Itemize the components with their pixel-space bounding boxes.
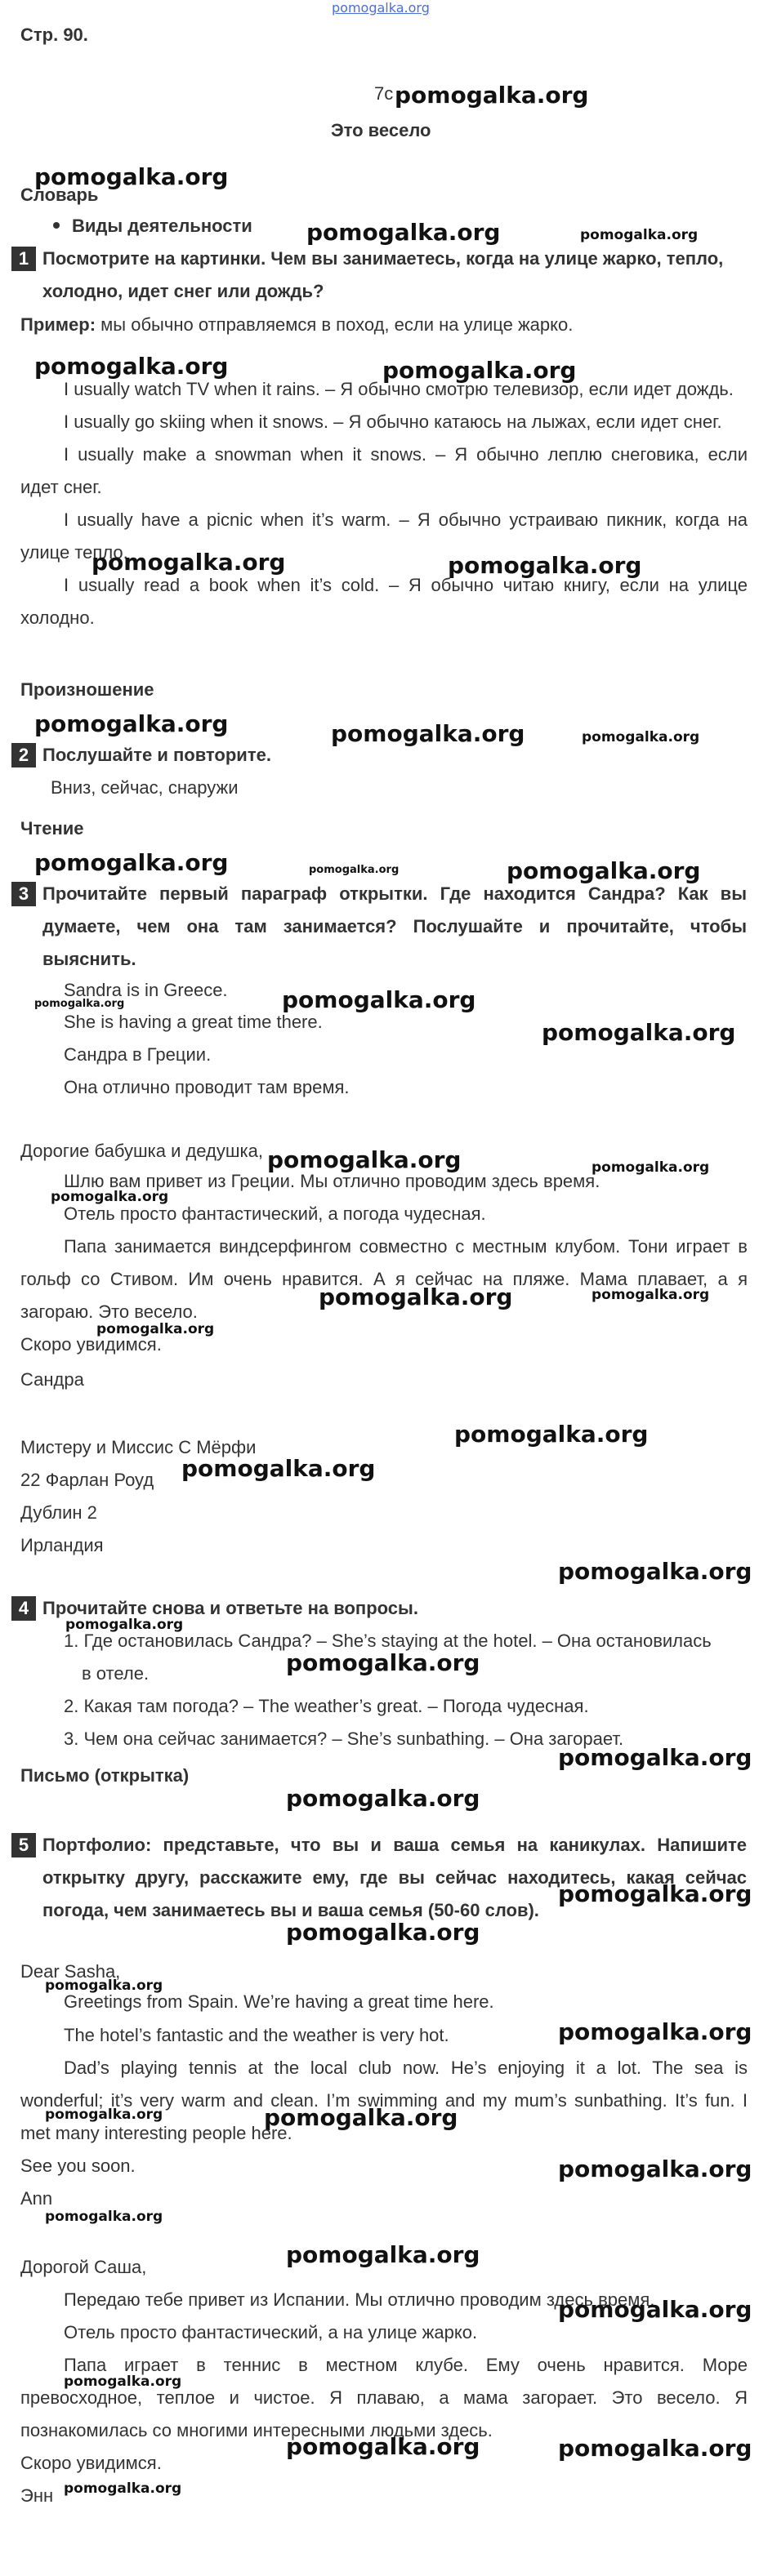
postcard-line: познакомилась со многими интересными людьми здесь. bbox=[20, 2420, 493, 2440]
watermark: pomogalka.org bbox=[507, 857, 701, 884]
watermark: pomogalka.org bbox=[592, 1287, 710, 1303]
address-line: Ирландия bbox=[20, 1535, 104, 1555]
postcard-greeting: Дорогой Саша, bbox=[20, 2257, 147, 2277]
exercise-task: выяснить. bbox=[42, 949, 136, 969]
watermark: pomogalka.org bbox=[558, 2296, 752, 2323]
watermark: pomogalka.org bbox=[34, 998, 125, 1010]
watermark: pomogalka.org bbox=[558, 2018, 752, 2045]
exercise-number: 3 bbox=[11, 882, 36, 906]
answer-line: 2. Какая там погода? – The weather’s great. – Погода чудесная. bbox=[64, 1696, 589, 1716]
answer-line: I usually have a picnic when it’s warm. – Я обычно устраиваю пикник, когда на bbox=[64, 509, 748, 530]
answer-line: улице тепло. bbox=[20, 542, 128, 563]
watermark: pomogalka.org bbox=[65, 1617, 184, 1633]
watermark: pomogalka.org bbox=[580, 227, 699, 243]
watermark: pomogalka.org bbox=[454, 1421, 649, 1448]
letter-line: загораю. Это весело. bbox=[20, 1301, 198, 1322]
watermark: pomogalka.org bbox=[558, 2435, 752, 2462]
watermark: pomogalka.org bbox=[286, 2241, 480, 2268]
watermark: pomogalka.org bbox=[267, 1146, 462, 1173]
answer-line: She is having a great time there. bbox=[64, 1012, 323, 1032]
exercise-number: 1 bbox=[11, 247, 36, 271]
section-heading-pronunciation: Произношение bbox=[20, 679, 154, 700]
watermark: pomogalka.org bbox=[181, 1455, 376, 1482]
letter-greeting: Дорогие бабушка и дедушка, bbox=[20, 1141, 263, 1161]
answer-line: I usually go skiing when it snows. – Я обычно катаюсь на лыжах, если идет снег. bbox=[64, 412, 722, 432]
postcard-line: Папа играет в теннис в местном клубе. Ему очень нравится. Море bbox=[64, 2355, 748, 2375]
answer-line: Sandra is in Greece. bbox=[64, 980, 228, 1000]
watermark: pomogalka.org bbox=[286, 2433, 480, 2460]
watermark: pomogalka.org bbox=[319, 1284, 513, 1310]
example-text: мы обычно отправляемся в поход, если на улице жарко. bbox=[96, 314, 574, 335]
address-line: Мистеру и Миссис С Мёрфи bbox=[20, 1437, 257, 1457]
exercise-task: Прочитайте снова и ответьте на вопросы. bbox=[42, 1598, 418, 1618]
exercise-task: Посмотрите на картинки. Чем вы занимаетесь, когда на улице жарко, тепло, bbox=[42, 248, 724, 269]
vocab-bullet-item: Виды деятельности bbox=[72, 216, 252, 236]
section-heading-reading: Чтение bbox=[20, 818, 84, 839]
watermark: pomogalka.org bbox=[51, 1189, 169, 1205]
word-list: Вниз, сейчас, снаружи bbox=[51, 777, 239, 798]
watermark: pomogalka.org bbox=[64, 2480, 182, 2497]
site-link[interactable]: pomogalka.org bbox=[332, 0, 430, 16]
watermark: pomogalka.org bbox=[558, 1880, 752, 1907]
postcard-line: превосходное, теплое и чистое. Я плаваю, а мама загорает. Это весело. Я bbox=[20, 2387, 748, 2408]
postcard-line: Dad’s playing tennis at the local club now. He’s enjoying it a lot. The sea is bbox=[64, 2058, 748, 2078]
watermark: pomogalka.org bbox=[96, 1321, 215, 1337]
watermark: pomogalka.org bbox=[45, 1978, 163, 1994]
watermark: pomogalka.org bbox=[558, 2156, 752, 2182]
watermark: pomogalka.org bbox=[282, 986, 476, 1013]
watermark: pomogalka.org bbox=[331, 720, 525, 747]
postcard-closing: Скоро увидимся. bbox=[20, 2453, 162, 2473]
watermark: pomogalka.org bbox=[558, 1558, 752, 1585]
page-number: Стр. 90. bbox=[20, 24, 88, 45]
exercise-task: холодно, идет снег или дождь? bbox=[42, 281, 324, 301]
letter-closing: Скоро увидимся. bbox=[20, 1334, 162, 1355]
answer-line: I usually make a snowman when it snows. – Я обычно леплю снеговика, если bbox=[64, 444, 748, 465]
postcard-line: Greetings from Spain. We’re having a great time here. bbox=[64, 1991, 494, 2012]
letter-line: Папа занимается виндсерфингом совместно с местным клубом. Тони играет в bbox=[64, 1236, 748, 1257]
letter-line: Отель просто фантастический, а погода чудесная. bbox=[64, 1203, 486, 1224]
exercise-task: Портфолио: представьте, что вы и ваша семья на каникулах. Напишите bbox=[42, 1835, 747, 1855]
watermark: pomogalka.org bbox=[306, 219, 501, 246]
postcard-signature: Ann bbox=[20, 2188, 53, 2209]
exercise-number: 2 bbox=[11, 743, 36, 767]
watermark: pomogalka.org bbox=[448, 552, 642, 579]
answer-line: в отеле. bbox=[82, 1663, 150, 1684]
exercise-task: думаете, чем она там занимается? Послушайте и прочитайте, чтобы bbox=[42, 916, 747, 937]
watermark: pomogalka.org bbox=[64, 2374, 182, 2390]
postcard-line: wonderful; it’s very warm and clean. I’m swimming and my mum’s sunbathing. It’s fun. I bbox=[20, 2090, 748, 2111]
watermark: pomogalka.org bbox=[264, 2104, 458, 2131]
answer-line: 1. Где остановилась Сандра? – She’s staying at the hotel. – Она остановилась bbox=[64, 1631, 712, 1651]
postcard-line: met many interesting people here. bbox=[20, 2123, 292, 2143]
example-label: Пример: bbox=[20, 314, 96, 335]
answer-line: I usually watch TV when it rains. – Я обычно смотрю телевизор, если идет дождь. bbox=[64, 379, 734, 399]
section-heading-writing: Письмо (открытка) bbox=[20, 1765, 190, 1786]
postcard-greeting: Dear Sasha, bbox=[20, 1961, 121, 1982]
exercise-task: погода, чем занимаетесь вы и ваша семья (50-60 слов). bbox=[42, 1900, 539, 1920]
postcard-signature: Энн bbox=[20, 2485, 54, 2506]
watermark: pomogalka.org bbox=[542, 1019, 736, 1046]
watermark: pomogalka.org bbox=[34, 353, 229, 380]
lesson-title: Это весело bbox=[331, 120, 431, 140]
answer-line: Сандра в Греции. bbox=[64, 1044, 212, 1065]
exercise-number: 4 bbox=[11, 1596, 36, 1621]
letter-signature: Сандра bbox=[20, 1369, 84, 1390]
address-line: 22 Фарлан Роуд bbox=[20, 1470, 154, 1490]
postcard-closing: See you soon. bbox=[20, 2156, 136, 2176]
watermark: pomogalka.org bbox=[582, 729, 700, 745]
lesson-number: 7c bbox=[374, 83, 394, 104]
answer-line: холодно. bbox=[20, 607, 95, 628]
answer-line: 3. Чем она сейчас занимается? – She’s sunbathing. – Она загорает. bbox=[64, 1728, 624, 1749]
answer-line: I usually read a book when it’s cold. – Я обычно читаю книгу, если на улице bbox=[64, 575, 748, 595]
exercise-task: открытку другу, расскажите ему, где вы сейчас находитесь, какая сейчас bbox=[42, 1867, 747, 1888]
watermark: pomogalka.org bbox=[45, 2209, 163, 2225]
postcard-line: Отель просто фантастический, а на улице жарко. bbox=[64, 2322, 478, 2342]
letter-line: гольф со Стивом. Им очень нравится. А я сейчас на пляже. Мама плавает, а я bbox=[20, 1269, 748, 1289]
answer-line: Она отлично проводит там время. bbox=[64, 1077, 350, 1097]
exercise-task: Послушайте и повторите. bbox=[42, 745, 271, 765]
example-line bbox=[20, 313, 573, 337]
watermark: pomogalka.org bbox=[34, 849, 229, 876]
letter-line: Шлю вам привет из Греции. Мы отлично проводим здесь время. bbox=[64, 1171, 601, 1191]
answer-line: идет снег. bbox=[20, 477, 102, 497]
watermark: pomogalka.org bbox=[309, 864, 400, 876]
watermark: pomogalka.org bbox=[45, 2107, 163, 2123]
watermark: pomogalka.org bbox=[92, 549, 286, 576]
watermark: pomogalka.org bbox=[286, 1919, 480, 1946]
watermark: pomogalka.org bbox=[395, 82, 589, 109]
postcard-line: The hotel’s fantastic and the weather is very hot. bbox=[64, 2025, 449, 2045]
watermark: pomogalka.org bbox=[286, 1785, 480, 1812]
watermark: pomogalka.org bbox=[34, 163, 229, 190]
exercise-task: Прочитайте первый параграф открытки. Где находится Сандра? Как вы bbox=[42, 883, 747, 904]
watermark: pomogalka.org bbox=[382, 357, 577, 384]
watermark: pomogalka.org bbox=[592, 1159, 710, 1176]
watermark: pomogalka.org bbox=[286, 1649, 480, 1676]
postcard-line: Передаю тебе привет из Испании. Мы отлично проводим здесь время. bbox=[64, 2289, 655, 2310]
exercise-number: 5 bbox=[11, 1833, 36, 1857]
section-heading-vocabulary: Словарь bbox=[20, 185, 99, 205]
watermark: pomogalka.org bbox=[34, 710, 229, 737]
watermark: pomogalka.org bbox=[558, 1744, 752, 1771]
address-line: Дублин 2 bbox=[20, 1502, 97, 1523]
bullet bbox=[53, 222, 60, 229]
